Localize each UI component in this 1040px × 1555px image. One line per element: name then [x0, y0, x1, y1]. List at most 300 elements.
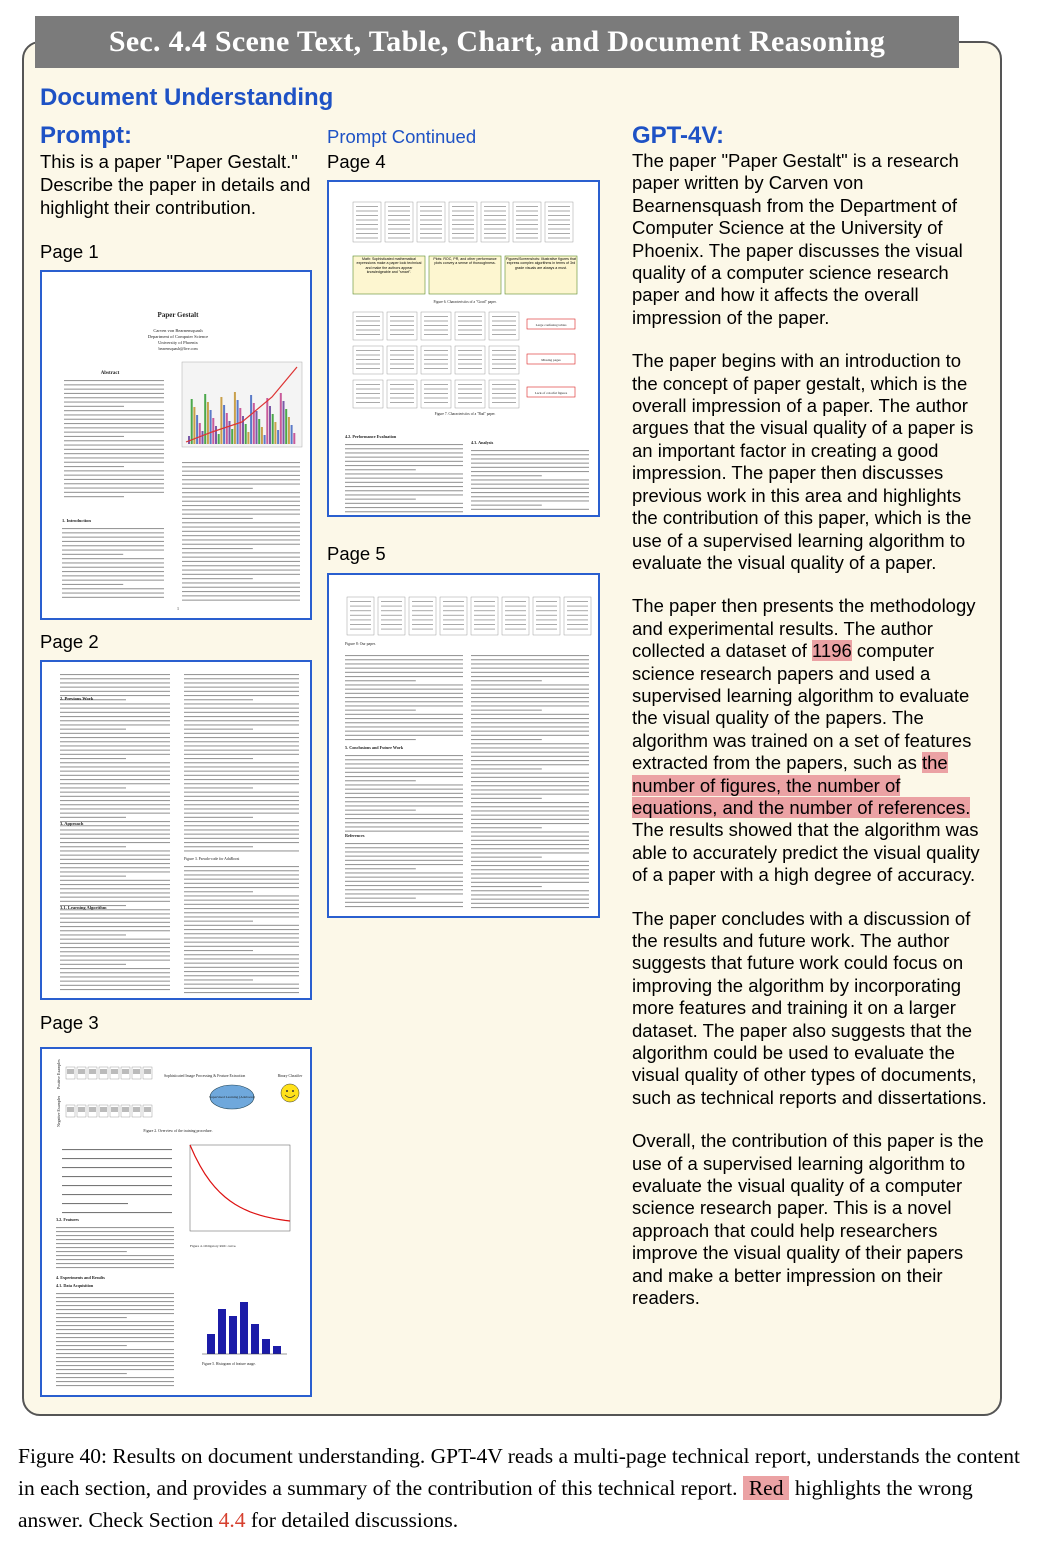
p3-page-thumb-fill	[133, 1107, 140, 1112]
text-line	[182, 527, 300, 528]
text-line	[62, 575, 164, 576]
p4-good-page	[513, 202, 541, 242]
p4-bad-line	[424, 368, 448, 369]
text-line	[184, 838, 299, 839]
text-line	[471, 701, 589, 702]
gpt-heading: GPT-4V:	[632, 122, 725, 149]
text-line	[184, 904, 299, 905]
p1-intro-heading: 1. Introduction	[62, 518, 91, 523]
p4-bad-line	[492, 321, 516, 322]
p4-good-line	[420, 238, 442, 239]
text-line	[60, 741, 170, 742]
text-line	[56, 1349, 174, 1350]
p4-good-line	[388, 238, 410, 239]
text-line	[345, 843, 463, 844]
text-line	[471, 710, 542, 711]
p4-bad-line	[390, 321, 414, 322]
section-link[interactable]: 4.4	[218, 1508, 246, 1532]
p4-bad-line	[424, 384, 448, 385]
gpt-response	[632, 150, 987, 1331]
text-line	[56, 1239, 174, 1240]
text-line	[62, 562, 164, 563]
text-line	[345, 503, 463, 504]
text-line	[184, 887, 299, 888]
p3-experiments-heading: 4. Experiments and Results	[56, 1275, 105, 1280]
text-line	[60, 762, 170, 763]
caption-part-a: Figure 40: Results on document understanding. GPT-4V reads a multi-page technical report, understands the content in each section, and provides a summary of the contribution of this technical report.	[18, 1444, 1020, 1500]
text-line	[62, 537, 164, 538]
text-line	[345, 676, 463, 677]
p3-equation-line	[62, 1176, 172, 1177]
p4-bad-line	[492, 393, 516, 394]
p4-bad-line	[424, 398, 448, 399]
p1-bar	[274, 422, 276, 444]
text-line	[56, 1385, 174, 1386]
text-line	[184, 929, 299, 930]
p5-page-line	[443, 606, 464, 607]
text-line	[184, 958, 299, 959]
text-line	[182, 501, 300, 502]
p3-smiley-icon	[281, 1084, 299, 1102]
p4-bad-line	[492, 398, 516, 399]
text-line	[62, 597, 164, 598]
text-line	[56, 1297, 174, 1298]
text-line	[184, 963, 299, 964]
text-line	[471, 680, 542, 681]
p3-page-thumb-fill	[78, 1069, 85, 1074]
text-line	[471, 672, 589, 673]
p5-page-line	[567, 619, 588, 620]
text-line	[184, 729, 253, 730]
p3-hist-bar	[229, 1316, 237, 1354]
text-line	[345, 701, 463, 702]
text-line	[64, 389, 164, 390]
p1-bar	[280, 393, 282, 444]
p1-bar	[220, 397, 222, 444]
text-line	[64, 488, 164, 489]
p4-good-line	[548, 211, 570, 212]
text-line	[345, 789, 463, 790]
text-line	[64, 453, 164, 454]
text-line	[60, 691, 170, 692]
text-line	[184, 895, 299, 896]
p4-bad-line	[424, 389, 448, 390]
text-line	[60, 838, 170, 839]
text-line	[56, 1305, 174, 1306]
page-1-render	[42, 272, 312, 620]
text-line	[184, 829, 299, 830]
text-line	[60, 934, 126, 935]
p5-page-line	[474, 624, 495, 625]
text-line	[56, 1243, 174, 1244]
text-line	[471, 450, 589, 451]
p3-features-heading: 3.2. Features	[56, 1217, 79, 1222]
text-line	[345, 831, 463, 832]
p4-bad-line	[356, 398, 380, 399]
p3-hist-bar	[251, 1324, 259, 1354]
text-line	[184, 900, 299, 901]
text-line	[60, 951, 170, 952]
p5-page-line	[350, 601, 371, 602]
text-line	[345, 872, 463, 873]
text-line	[184, 866, 299, 867]
p5-page-line	[474, 615, 495, 616]
text-line	[471, 718, 589, 719]
text-line	[471, 869, 589, 870]
p3-page-thumb-fill	[100, 1107, 107, 1112]
text-line	[56, 1377, 174, 1378]
p1-page-number: 1	[177, 606, 179, 611]
p5-page-line	[443, 624, 464, 625]
text-line	[56, 1373, 127, 1374]
p3-data-heading: 4.1. Data Acquisition	[56, 1283, 94, 1288]
text-line	[60, 846, 126, 847]
text-line	[184, 766, 299, 767]
text-line	[60, 859, 170, 860]
text-line	[471, 764, 589, 765]
text-line	[345, 793, 463, 794]
page-2-label: Page 2	[40, 631, 99, 652]
text-line	[345, 448, 463, 449]
text-line	[56, 1341, 174, 1342]
text-line	[471, 781, 589, 782]
text-line	[471, 492, 589, 493]
text-line	[64, 466, 124, 467]
p3-page-thumb-fill	[89, 1069, 96, 1074]
text-line	[62, 532, 164, 533]
p3-page-thumb-fill	[111, 1069, 118, 1074]
text-line	[471, 836, 589, 837]
p3-page-thumb-fill	[67, 1107, 74, 1112]
p4-good-line	[452, 220, 474, 221]
p5-page-line	[505, 619, 526, 620]
text-line	[345, 826, 463, 827]
text-line	[60, 687, 170, 688]
text-line	[345, 847, 463, 848]
text-line	[60, 964, 126, 965]
p4-bad-line	[356, 355, 380, 356]
p3-binary-box: Binary Classifier	[277, 1074, 303, 1078]
text-line	[60, 766, 170, 767]
p4-bad-line	[458, 359, 482, 360]
text-line	[345, 780, 416, 781]
text-line	[60, 779, 170, 780]
text-line	[345, 818, 463, 819]
text-line	[64, 479, 164, 480]
text-line	[60, 703, 170, 704]
text-line	[56, 1255, 174, 1256]
p4-bad-line	[458, 355, 482, 356]
p5-page-line	[381, 629, 402, 630]
text-line	[56, 1329, 174, 1330]
p5-page-line	[443, 615, 464, 616]
p1-bar	[288, 417, 290, 444]
p1-bar	[226, 413, 228, 444]
text-line	[182, 595, 300, 596]
p3-page-thumb-fill	[67, 1069, 74, 1074]
p4-good-line	[388, 233, 410, 234]
page-1-label: Page 1	[40, 241, 99, 262]
text-line	[345, 864, 463, 865]
p4-bad-line	[424, 359, 448, 360]
page-5-thumbnail	[327, 573, 600, 918]
p4-good-line	[516, 224, 538, 225]
text-line	[56, 1361, 174, 1362]
p5-page-line	[505, 601, 526, 602]
p5-page-line	[381, 601, 402, 602]
text-line	[345, 776, 463, 777]
p3-equation-line	[62, 1212, 172, 1213]
text-line	[60, 918, 170, 919]
p5-page-line	[350, 619, 371, 620]
p4-bad-line	[356, 368, 380, 369]
text-line	[184, 821, 299, 822]
p3-equation-line	[62, 1149, 172, 1150]
p5-page-line	[412, 629, 433, 630]
p4-bad-line	[492, 355, 516, 356]
text-line	[62, 528, 164, 529]
p1-bar	[293, 433, 295, 444]
text-line	[62, 571, 164, 572]
p5-page-line	[474, 601, 495, 602]
p4-bad-line	[458, 325, 482, 326]
p4-bad-line	[492, 384, 516, 385]
p1-bar	[247, 432, 249, 444]
p4-good-line	[420, 206, 442, 207]
page-5-render	[329, 575, 600, 918]
text-line	[345, 755, 463, 756]
text-line	[345, 860, 463, 861]
gpt-paragraph-5: Overall, the contribution of this paper is the use of a supervised learning algorithm to evaluate the visual quality of a computer science research paper. This is a novel approach that could help researchers improve the visual quality of their papers and make a better impression on their readers.	[632, 1130, 984, 1309]
text-line	[345, 898, 416, 899]
p1-bar	[215, 426, 217, 444]
p2-fig-caption: Figure 3. Pseudo-code for AdaBoost	[184, 857, 240, 861]
p4-good-line	[356, 211, 378, 212]
text-line	[184, 908, 299, 909]
text-line	[182, 496, 300, 497]
p3-hist-bar	[240, 1302, 248, 1354]
p1-bar	[264, 435, 266, 444]
page-3-thumbnail	[40, 1047, 312, 1397]
text-line	[471, 689, 589, 690]
text-line	[182, 505, 300, 506]
p5-page-line	[505, 615, 526, 616]
p4-bad-line	[458, 402, 482, 403]
p4-bad-line	[356, 393, 380, 394]
text-line	[471, 731, 589, 732]
p5-page-line	[350, 624, 371, 625]
text-line	[184, 750, 299, 751]
text-line	[471, 458, 589, 459]
text-line	[64, 492, 164, 493]
text-line	[60, 775, 170, 776]
p4-bad-line	[356, 402, 380, 403]
text-line	[60, 884, 170, 885]
p4-bad-line	[458, 350, 482, 351]
p4-good-line	[516, 211, 538, 212]
p4-good-line	[356, 215, 378, 216]
text-line	[345, 668, 463, 669]
p3-page-thumb-fill	[144, 1069, 151, 1074]
p4-bad-line	[458, 321, 482, 322]
wrong-answer-highlight-features: the number of figures, the number of equations, and the number of references.	[632, 752, 971, 818]
text-line	[60, 976, 170, 977]
text-line	[60, 708, 170, 709]
p4-bad-line	[458, 316, 482, 317]
text-line	[60, 817, 126, 818]
text-line	[345, 494, 463, 495]
text-line	[182, 471, 300, 472]
page-4-label: Page 4	[327, 151, 386, 172]
text-line	[471, 831, 589, 832]
text-line	[60, 913, 170, 914]
text-line	[471, 865, 589, 866]
p4-good-line	[452, 206, 474, 207]
p4-bad-line	[390, 368, 414, 369]
text-line	[60, 855, 170, 856]
p4-bad-line	[390, 330, 414, 331]
gpt-paragraph-3	[632, 595, 987, 886]
text-line	[64, 432, 164, 433]
p3-page-thumb-fill	[122, 1107, 129, 1112]
p1-bar	[199, 423, 201, 444]
text-line	[345, 469, 416, 470]
text-line	[471, 802, 589, 803]
text-line	[471, 454, 589, 455]
text-line	[56, 1321, 174, 1322]
text-line	[184, 975, 299, 976]
text-line	[184, 674, 299, 675]
text-line	[345, 759, 463, 760]
p4-good-line	[484, 224, 506, 225]
text-line	[345, 772, 463, 773]
p4-good-math: Math: Sophisticated mathematical expressions make a paper look technical and make the authors appear knowledgeable and "smart".	[356, 257, 422, 275]
p4-bad-3: Lack of colorful figures	[534, 391, 568, 395]
p4-analysis-heading: 4.3. Analysis	[471, 440, 494, 445]
text-line	[184, 984, 299, 985]
p4-good-page	[385, 202, 413, 242]
text-line	[345, 482, 463, 483]
text-line	[184, 921, 253, 922]
p4-bad-line	[458, 389, 482, 390]
p3-page-thumb-fill	[111, 1107, 118, 1112]
p4-bad-line	[458, 330, 482, 331]
text-line	[345, 659, 463, 660]
p4-bad-line	[356, 330, 380, 331]
p4-bad-line	[390, 350, 414, 351]
p3-hist-bar	[218, 1309, 226, 1354]
text-line	[184, 703, 299, 704]
p4-bad-line	[492, 325, 516, 326]
p5-page-line	[350, 629, 371, 630]
p4-good-line	[484, 220, 506, 221]
text-line	[60, 922, 170, 923]
text-line	[471, 844, 589, 845]
p4-good-figures: Figures/Screenshots: Illustrative figures that express complex algorithms in terms of 3rd grade visuals are always a must.	[506, 257, 576, 270]
text-line	[345, 689, 463, 690]
p4-good-line	[548, 233, 570, 234]
p4-bad-line	[492, 389, 516, 390]
text-line	[60, 947, 170, 948]
text-line	[471, 768, 542, 769]
text-line	[62, 554, 123, 555]
p3-page-thumb-fill	[78, 1107, 85, 1112]
text-line	[184, 850, 299, 851]
text-line	[345, 490, 463, 491]
text-line	[182, 561, 300, 562]
text-line	[184, 762, 299, 763]
p4-bad-line	[492, 334, 516, 335]
p4-good-line	[356, 233, 378, 234]
p4-good-line	[420, 229, 442, 230]
p1-bar	[277, 430, 279, 444]
text-line	[345, 814, 463, 815]
p1-bar	[266, 398, 268, 444]
text-line	[345, 784, 463, 785]
p4-bad-line	[390, 334, 414, 335]
p5-page-line	[505, 606, 526, 607]
text-line	[345, 726, 463, 727]
p4-good-line	[452, 238, 474, 239]
text-line	[184, 754, 299, 755]
text-line	[182, 557, 300, 558]
p2-learning-heading: 3.1. Learning Algorithm	[60, 905, 107, 910]
text-line	[345, 801, 463, 802]
p4-bad-line	[424, 355, 448, 356]
text-line	[64, 449, 164, 450]
p5-page-line	[536, 624, 557, 625]
prompt-text: This is a paper "Paper Gestalt." Describe the paper in details and highlight their contribution.	[40, 151, 311, 218]
p4-good-line	[452, 233, 474, 234]
p3-fig4-caption: Figure 4. Obligatory ROC curve.	[190, 1244, 237, 1248]
p5-page-line	[536, 629, 557, 630]
p4-bad-2: Missing pages	[541, 358, 561, 362]
text-line	[471, 760, 589, 761]
p4-bad-line	[424, 364, 448, 365]
wrong-answer-highlight-count: 1196	[811, 640, 852, 662]
text-line	[471, 882, 589, 883]
text-line	[64, 475, 164, 476]
p4-good-line	[484, 206, 506, 207]
text-line	[345, 868, 416, 869]
p4-good-line	[548, 238, 570, 239]
text-line	[184, 825, 299, 826]
p4-good-line	[420, 211, 442, 212]
p4-bad-line	[390, 389, 414, 390]
p4-bad-line	[458, 384, 482, 385]
text-line	[62, 545, 164, 546]
p1-bar	[253, 403, 255, 444]
text-line	[345, 473, 463, 474]
text-line	[345, 693, 463, 694]
p4-bad-line	[356, 325, 380, 326]
text-line	[345, 851, 463, 852]
p4-good-line	[484, 211, 506, 212]
text-line	[471, 857, 542, 858]
p1-bar	[218, 434, 220, 444]
page-2-render	[42, 662, 312, 1000]
text-line	[471, 815, 589, 816]
text-line	[345, 478, 463, 479]
text-line	[60, 729, 126, 730]
p5-page-line	[412, 619, 433, 620]
text-line	[182, 587, 300, 588]
p1-title: Paper Gestalt	[157, 311, 199, 319]
p3-equation-line	[62, 1185, 172, 1186]
text-line	[60, 829, 170, 830]
text-line	[60, 745, 170, 746]
text-line	[60, 943, 170, 944]
